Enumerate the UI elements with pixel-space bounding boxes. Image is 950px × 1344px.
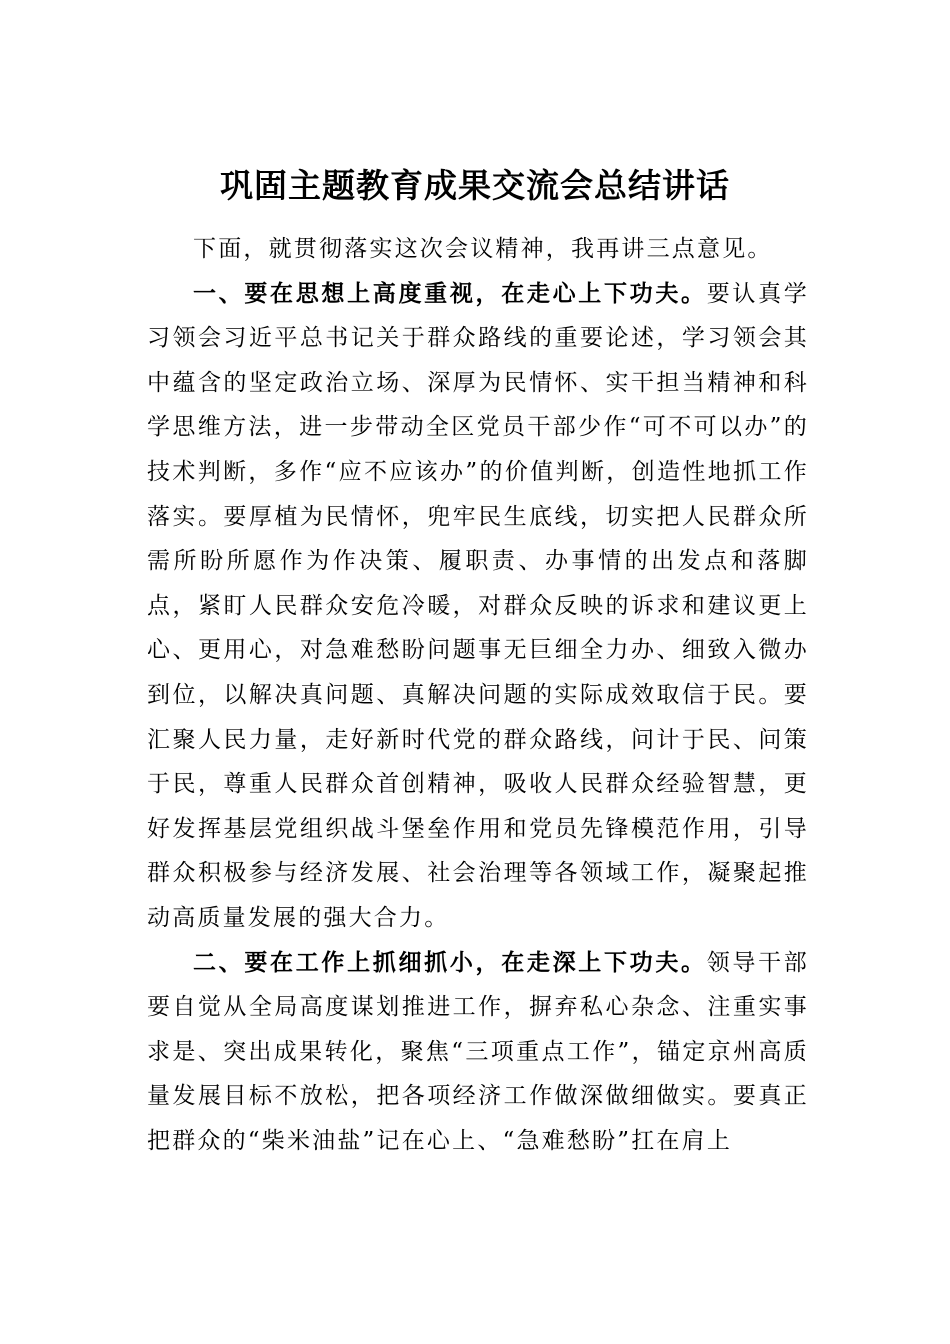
- section-heading-2: 二、要在工作上抓细抓小，在走深上下功夫。: [193, 948, 707, 976]
- intro-paragraph: 下面，就贯彻落实这次会议精神，我再讲三点意见。: [193, 236, 773, 262]
- section-paragraph-2: [147, 941, 809, 1164]
- section-paragraph-1: [147, 272, 809, 941]
- section-text-2: 领导干部要自觉从全局高度谋划推进工作，摒弃私心杂念、注重实事求是、突出成果转化，聚焦“三项重点工作”，锚定京州高质量发展目标不放松，把各项经济工作做深做细做实。要真正把群众的“柴米油盐”记在心上、“急难愁盼”扛在肩上: [147, 949, 809, 1154]
- document-body: [147, 227, 809, 1163]
- section-text-1: 要认真学习领会习近平总书记关于群众路线的重要论述，学习领会其中蕴含的坚定政治立场、深厚为民情怀、实干担当精神和科学思维方法，进一步带动全区党员干部少作“可不可以办”的技术判断，多作“应不应该办”的价值判断，创造性地抓工作落实。要厚植为民情怀，兜牢民生底线，切实把人民群众所需所盼所愿作为作决策、履职责、办事情的出发点和落脚点，紧盯人民群众安危冷暖，对群众反映的诉求和建议更上心、更用心，对急难愁盼问题事无巨细全力办、细致入微办到位，以解决真问题、真解决问题的实际成效取信于民。要汇聚人民力量，走好新时代党的群众路线，问计于民、问策于民，尊重人民群众首创精神，吸收人民群众经验智慧，更好发挥基层党组织战斗堡垒作用和党员先锋模范作用，引导群众积极参与经济发展、社会治理等各领域工作，凝聚起推动高质量发展的强大合力。: [147, 280, 809, 931]
- section-heading-1: 一、要在思想上高度重视，在走心上下功夫。: [193, 279, 707, 307]
- document-title: 巩固主题教育成果交流会总结讲话: [220, 166, 730, 205]
